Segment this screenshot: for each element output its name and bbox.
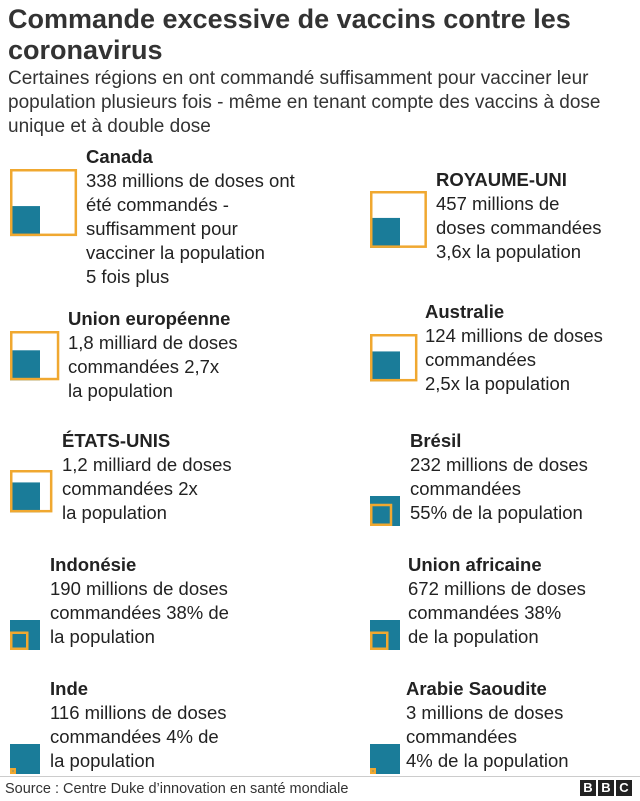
ratio-icon [8,618,42,652]
item-description-line: doses commandées [436,217,602,238]
item-label [50,677,227,773]
ratio-icon [8,329,61,382]
chart-subtitle: Certaines régions en ont commandé suffisamment pour vacciner leur population plusieurs fois - même en tenant compte des vaccins à dose unique et à double dose [8,68,601,137]
item-description-line: commandées 4% de [50,726,219,747]
item-description-line: 1,2 milliard de doses [62,454,232,475]
item-name: Union africaine [408,554,542,575]
item-label [436,168,602,264]
ratio-icon [368,332,419,383]
item-name: ÉTATS-UNIS [62,430,171,451]
ratio-icon [8,742,42,776]
chart-title: Commande excessive de vaccins contre les coronavirus [8,4,571,65]
item-label [425,300,603,396]
item-name: Brésil [410,430,462,451]
population-square [370,351,400,381]
population-square [10,482,40,512]
item-description-line: suffisamment pour [86,218,238,239]
item-description-line: vacciner la population [86,242,265,263]
item-label [410,429,588,525]
item-description-line: été commandés - [86,194,229,215]
population-square [370,218,400,248]
bbc-logo-letter: B [598,780,614,796]
item-description-line: la population [50,750,155,771]
item-description-line: commandées [406,726,518,747]
ratio-icon [368,494,402,528]
item-name: Inde [50,678,89,699]
item-description-line: 672 millions de doses [408,578,586,599]
item-description-line: commandées 38% [408,602,562,623]
item-name: ROYAUME-UNI [436,169,567,190]
item-description-line: 3,6x la population [436,241,582,262]
item-label [50,553,229,649]
population-square [370,620,400,650]
item-name: Canada [86,146,153,167]
footer-divider [0,776,640,777]
item-description-line: la population [62,502,167,523]
item-description-line: 232 millions de doses [410,454,588,475]
item-description-line: 4% de la population [406,750,569,771]
item-name: Australie [425,301,505,322]
item-description-line: la population [68,380,173,401]
item-description-line: commandées [410,478,522,499]
item-description-line: 3 millions de doses [406,702,564,723]
item-description-line: commandées 2x [62,478,198,499]
item-name: Union européenne [68,308,231,329]
bbc-logo-letter: C [616,780,632,796]
ratio-icon [8,167,79,238]
item-label [406,677,569,773]
population-square [10,620,40,650]
population-square [10,350,40,380]
item-description-line: 5 fois plus [86,266,170,287]
source-note: Source : Centre Duke d’innovation en santé mondiale [5,781,349,797]
ratio-icon [8,468,54,514]
ratio-icon [368,742,402,776]
item-description-line: 124 millions de doses [425,325,603,346]
population-square [10,206,40,236]
ratio-icon [368,189,429,250]
item-description-line: commandées [425,349,537,370]
item-label [86,145,295,289]
item-label [68,307,238,403]
item-name: Indonésie [50,554,137,575]
bbc-logo-letter: B [580,780,596,796]
item-description-line: la population [50,626,155,647]
item-description-line: commandées 38% de [50,602,229,623]
item-description-line: 190 millions de doses [50,578,228,599]
item-label [62,429,232,525]
item-name: Arabie Saoudite [406,678,547,699]
population-square [370,496,400,526]
item-label [408,553,586,649]
bbc-logo [580,780,632,796]
item-description-line: 1,8 milliard de doses [68,332,238,353]
item-description-line: 457 millions de [436,193,560,214]
item-description-line: 116 millions de doses [50,702,227,723]
item-description-line: 338 millions de doses ont [86,170,295,191]
item-description-line: de la population [408,626,539,647]
ratio-icon [368,618,402,652]
item-description-line: commandées 2,7x [68,356,220,377]
item-description-line: 2,5x la population [425,373,571,394]
item-description-line: 55% de la population [410,502,583,523]
